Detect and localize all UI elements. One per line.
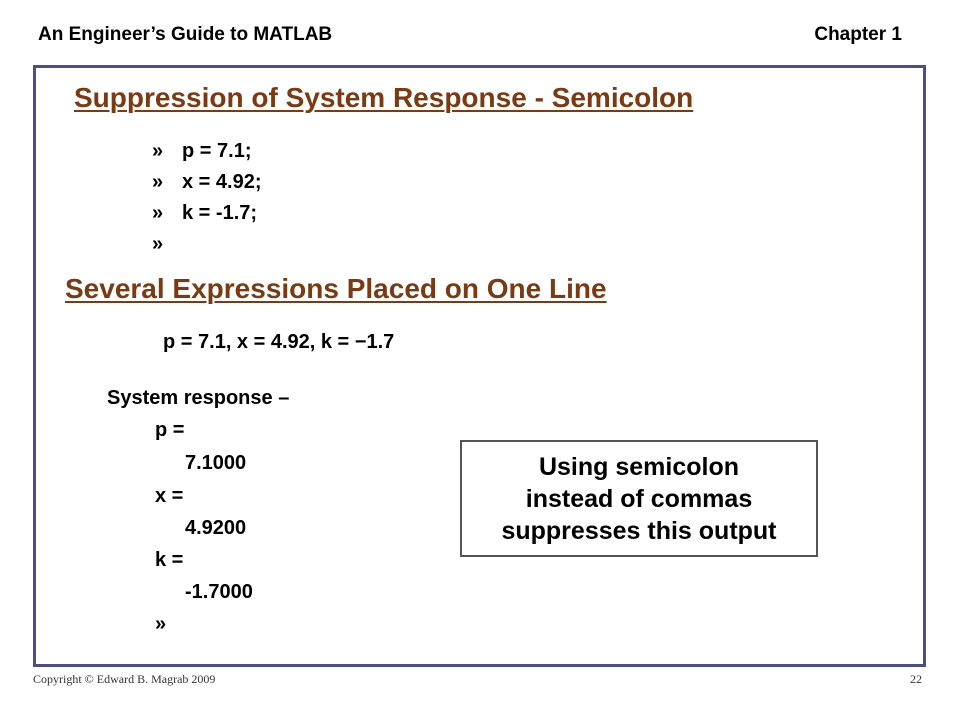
response-x-label: x = xyxy=(155,485,184,507)
response-p-label: p = xyxy=(155,419,185,441)
command-line xyxy=(152,171,262,194)
book-title: An Engineer’s Guide to MATLAB xyxy=(38,24,333,45)
response-prompt: » xyxy=(155,613,167,635)
command-line xyxy=(152,140,251,163)
system-response-label: System response – xyxy=(107,387,290,409)
response-p-value: 7.1000 xyxy=(185,452,247,474)
note-box xyxy=(460,440,818,557)
chapter-label: Chapter 1 xyxy=(814,24,902,45)
response-k-value: -1.7000 xyxy=(185,581,253,603)
note-line: instead of commas xyxy=(525,484,753,513)
response-x-value: 4.9200 xyxy=(185,517,247,539)
heading-suppression: Suppression of System Response - Semicolon xyxy=(74,82,694,113)
command-text: k = -1.7; xyxy=(182,202,258,224)
note-line: Using semicolon xyxy=(538,452,740,481)
heading-one-line: Several Expressions Placed on One Line xyxy=(65,273,607,304)
prompt-symbol: » xyxy=(152,171,164,193)
note-line: suppresses this output xyxy=(501,516,777,545)
command-line xyxy=(152,202,257,225)
one-line-expression: p = 7.1, x = 4.92, k = −1.7 xyxy=(163,331,395,353)
command-text: p = 7.1; xyxy=(182,140,252,162)
command-text: x = 4.92; xyxy=(182,171,262,193)
prompt-symbol: » xyxy=(152,233,164,255)
copyright: Copyright © Edward B. Magrab 2009 xyxy=(33,672,216,686)
command-line xyxy=(152,233,182,256)
prompt-symbol: » xyxy=(152,202,164,224)
response-k-label: k = xyxy=(155,549,184,571)
prompt-symbol: » xyxy=(152,140,164,162)
page-number: 22 xyxy=(910,672,922,686)
